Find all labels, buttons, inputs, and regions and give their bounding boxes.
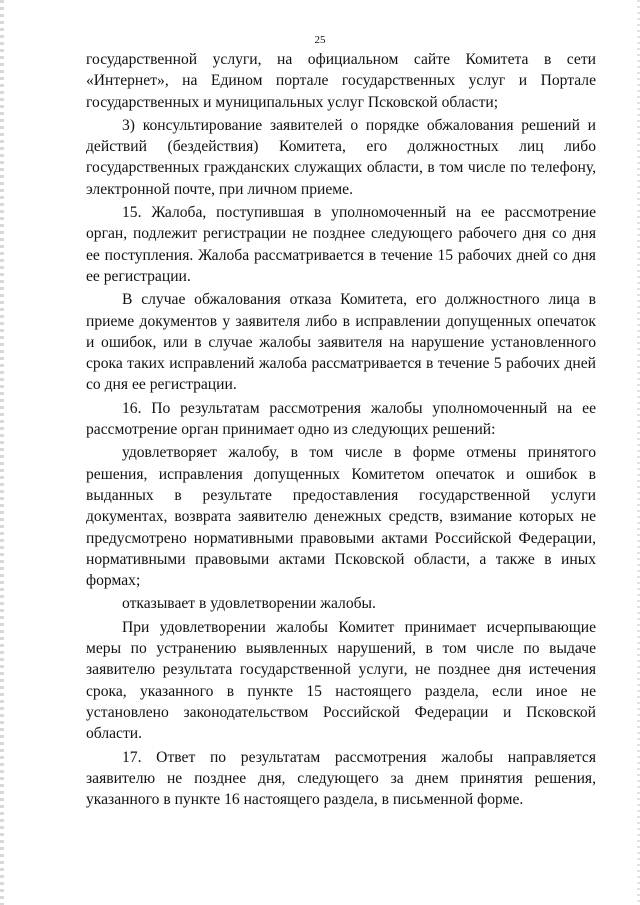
paragraph-satisfaction-measures: При удовлетворении жалобы Комитет принимает исчерпывающие меры по устранению выявленных нарушений, в том числе по выдаче заявителю результата государственной услуги, не позднее дня истечения срока, указанного в пункте 15 настоящего раздела, если иное не установлено законодательством Российской Федерации и Псковской области.	[86, 618, 596, 743]
paragraph-15-registration: 15. Жалоба, поступившая в уполномоченный на ее рассмотрение орган, подлежит регистрации не позднее следующего рабочего дня со дня ее поступления. Жалоба рассматривается в течение 15 рабочих дней со дня ее регистрации.	[86, 204, 596, 285]
paragraph-decision-satisfy: удовлетворяет жалобу, в том числе в форме отмены принятого решения, исправления допущенных Комитетом опечаток и ошибок в выданных в результате предоставления государственной услуги документах, возврата заявителю денежных средств, взимание которых не предусмотрено нормативными правовыми актами Российской Федерации, нормативными правовыми актами Псковской области, а также в иных формах;	[86, 444, 596, 590]
paragraph-decision-refuse: отказывает в удовлетворении жалобы.	[122, 595, 376, 613]
paragraph-17-response: 17. Ответ по результатам рассмотрения жалобы направляется заявителю не позднее дня, следующего за днем принятия решения, указанного в пункте 16 настоящего раздела, в письменной форме.	[86, 748, 596, 809]
paragraph-refusal-appeal: В случае обжалования отказа Комитета, его должностного лица в приеме документов у заявителя либо в исправлении допущенных опечаток и ошибок, или в случае жалобы заявителя на нарушение установленного срока таких исправлений жалоба рассматривается в течение 5 рабочих дней со дня ее регистрации.	[86, 291, 596, 394]
paragraph-16-decisions: 16. По результатам рассмотрения жалобы уполномоченный на ее рассмотрение орган принимает одно из следующих решений:	[86, 399, 596, 439]
page-number: 25	[314, 34, 326, 46]
scan-edge-left	[0, 0, 4, 905]
paragraph-continuation: государственной услуги, на официальном сайте Комитета в сети «Интернет», на Едином портале государственных услуг и Портале государственных и муниципальных услуг Псковской области;	[86, 51, 596, 111]
paragraph-item-3-consulting: 3) консультирование заявителей о порядке обжалования решений и действий (бездействия) Комитета, его должностных лиц либо государственных гражданских служащих области, в том числе по телефону, электронной почте, при личном приеме.	[86, 116, 596, 198]
document-body	[86, 49, 596, 812]
